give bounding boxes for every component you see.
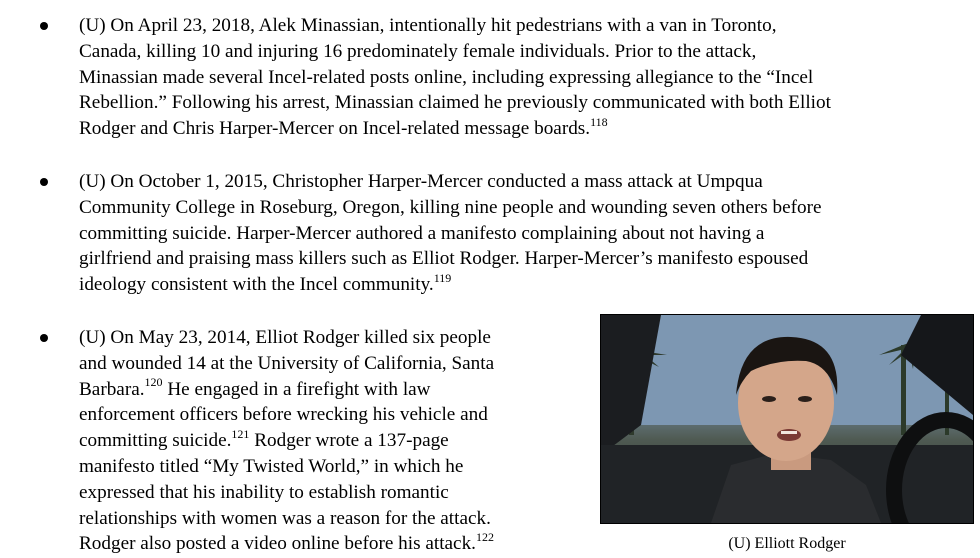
- text-line: Community College in Roseburg, Oregon, killing nine people and wounding seven others before: [79, 196, 822, 218]
- bullet-dot: [40, 178, 48, 186]
- text-line: (U) On October 1, 2015, Christopher Harper-Mercer conducted a mass attack at Umpqua: [79, 171, 763, 192]
- text-line: manifesto titled “My Twisted World,” in which he: [79, 455, 464, 477]
- text-segment: Rodger and Chris Harper-Mercer on Incel-related message boards.: [79, 118, 591, 140]
- text-line: girlfriend and praising mass killers such as Elliot Rodger. Harper-Mercer’s manifesto espoused: [79, 248, 809, 270]
- bullet-text: [79, 13, 831, 142]
- text-segment: Rodger wrote a 137-page: [249, 430, 449, 452]
- text-segment: He engaged in a firefight with law: [162, 378, 431, 400]
- text-segment: Barbara.: [79, 378, 145, 400]
- footnote-ref[interactable]: 121: [231, 426, 250, 441]
- photo-caption: (U) Elliott Rodger: [728, 535, 846, 552]
- bullet-dot: [40, 22, 48, 30]
- portrait-photo: [600, 314, 974, 524]
- text-segment: committing suicide.: [79, 430, 232, 452]
- bullet-text: [79, 169, 822, 298]
- text-line: Rebellion.” Following his arrest, Minassian claimed he previously communicated with both Elliot: [79, 92, 831, 114]
- footnote-ref[interactable]: 119: [433, 270, 452, 285]
- text-line: and wounded 14 at the University of California, Santa: [79, 352, 495, 374]
- text-line: [79, 428, 494, 454]
- text-segment: Rodger also posted a video online before his attack.: [79, 533, 476, 555]
- text-line: (U) On May 23, 2014, Elliot Rodger killed six people: [79, 327, 491, 348]
- text-line: relationships with women was a reason for the attack.: [79, 507, 491, 529]
- text-line: enforcement officers before wrecking his vehicle and: [79, 404, 488, 426]
- text-line: committing suicide. Harper-Mercer authored a manifesto complaining about not having a: [79, 222, 765, 244]
- text-line: (U) On April 23, 2018, Alek Minassian, intentionally hit pedestrians with a van in Toronto,: [79, 15, 777, 36]
- text-line: [79, 272, 822, 298]
- text-line: [79, 531, 494, 557]
- text-line: [79, 116, 831, 142]
- bullet-dot: [40, 334, 48, 342]
- photo-illustration: [601, 315, 973, 523]
- text-segment: ideology consistent with the Incel community.: [79, 274, 434, 296]
- text-line: Minassian made several Incel-related posts online, including expressing allegiance to the “Incel: [79, 66, 814, 88]
- footnote-ref[interactable]: 122: [475, 529, 494, 544]
- footnote-ref[interactable]: 118: [590, 114, 608, 129]
- footnote-ref[interactable]: 120: [144, 375, 163, 390]
- photo-figure: [600, 314, 974, 553]
- text-line: Canada, killing 10 and injuring 16 predominately female individuals. Prior to the attack,: [79, 40, 757, 62]
- bullet-text: [79, 325, 494, 557]
- text-line: [79, 377, 494, 403]
- text-line: expressed that his inability to establish romantic: [79, 481, 449, 503]
